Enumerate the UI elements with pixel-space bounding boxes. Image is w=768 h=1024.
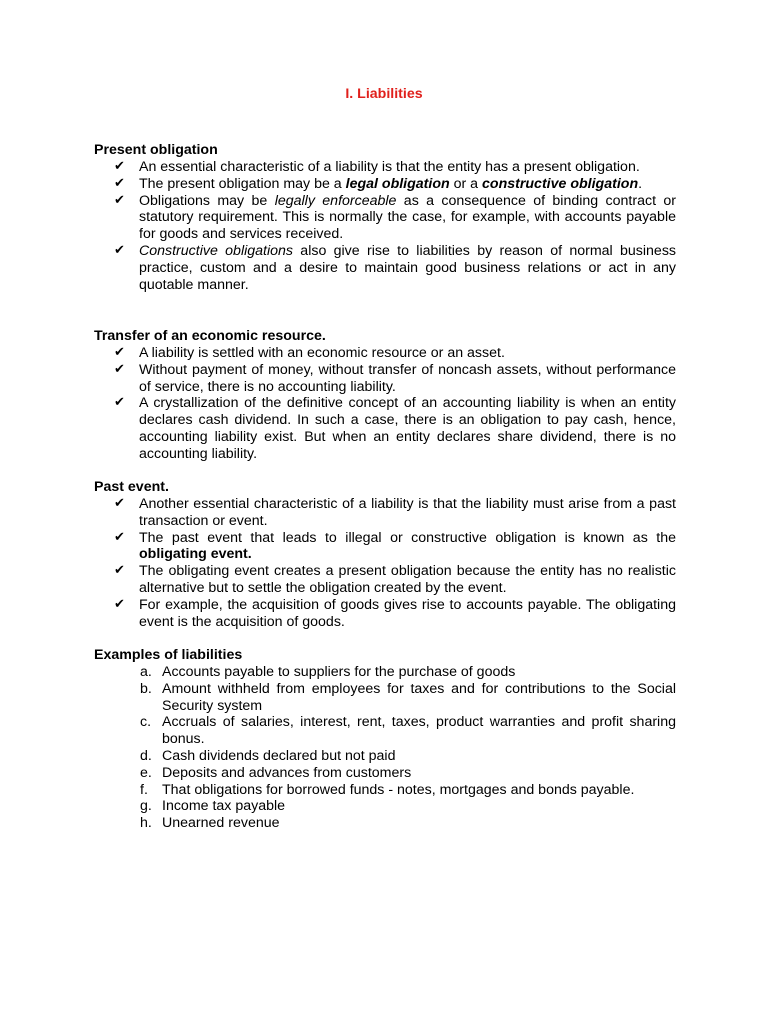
item-text: The past event that leads to illegal or constructive obligation is known as the [139,529,676,546]
list-item [94,714,676,748]
list-item [94,782,676,799]
checkmark-icon: ✔ [114,496,125,511]
item-text: or a [449,175,483,192]
checkmark-icon: ✔ [114,395,125,411]
checklist [94,345,676,463]
list-item [94,345,676,362]
item-text: Cash dividends declared but not paid [162,747,396,764]
item-text: also give rise to liabilities by reason of normal business practice, custom and a desire to maintain good business relations or act in any quotable manner. [139,242,677,293]
list-letter: a. [140,664,152,680]
list-item [94,395,676,462]
list-letter: b. [140,680,152,697]
list-item [94,496,676,530]
item-text: Amount withheld from employees for taxes and for contributions to the Social Security system [162,680,676,714]
section-past-event [94,479,676,630]
examples-list [94,664,676,832]
checkmark-icon: ✔ [114,361,125,377]
list-letter: e. [140,764,152,781]
item-text: That obligations for borrowed funds - notes, mortgages and bonds payable. [162,781,635,798]
item-text: The obligating event creates a present obligation because the entity has no realistic alternative but to settle the obligation created by the event. [139,563,676,596]
list-item [94,597,676,631]
item-text: Without payment of money, without transfer of noncash assets, without performance of service, there is no accounting liability. [139,361,676,395]
checkmark-icon: ✔ [114,596,125,612]
section-examples-of-liabilities [94,647,676,832]
list-item [94,176,676,193]
emphasis-text: Constructive obligations [139,242,293,259]
item-text: A liability is settled with an economic resource or an asset. [139,345,505,361]
item-text: The present obligation may be a [139,175,346,192]
item-text: An essential characteristic of a liability is that the entity has a present obligation. [139,159,640,175]
list-item [94,362,676,396]
item-text: as a consequence of binding contract or statutory requirement. This is normally the case, for example, with accounts payable for goods and services received. [139,192,677,243]
list-item [94,798,676,815]
item-text: Deposits and advances from customers [162,764,412,781]
checkmark-icon: ✔ [114,529,125,545]
section-present-obligation [94,142,676,293]
checkmark-icon: ✔ [114,175,125,191]
list-letter: c. [140,714,152,731]
checkmark-icon: ✔ [114,192,125,208]
list-item [94,664,676,681]
list-letter: f. [140,781,148,798]
emphasis-text: constructive obligation [482,175,639,192]
section-heading: Examples of liabilities [94,647,243,663]
emphasis-text: legally enforceable [274,192,397,209]
list-item [94,815,676,832]
checklist [94,496,676,630]
item-text: Unearned revenue [162,815,280,832]
list-item [94,243,676,293]
checkmark-icon: ✔ [114,563,125,579]
item-text: A crystallization of the definitive concept of an accounting liability is when an entity declares cash dividend. In such a case, there is an obligation to pay cash, hence, accounting liability exist. But when an entity declares share dividend, there is no accounting liability. [139,395,676,462]
item-text: Another essential characteristic of a liability is that the liability must arise from a past transaction or event. [139,496,676,529]
item-text: Accruals of salaries, interest, rent, taxes, product warranties and profit sharing bonus. [162,714,676,748]
checklist [94,159,676,293]
list-letter: d. [140,747,152,764]
list-letter: h. [140,815,152,832]
checkmark-icon: ✔ [114,345,125,360]
section-heading: Past event. [94,479,169,495]
emphasis-text: legal obligation [345,175,450,192]
section-heading: Present obligation [94,142,218,158]
emphasis-text: obligating event. [139,546,252,563]
section-heading: Transfer of an economic resource. [94,328,326,344]
item-text: Obligations may be [139,192,275,209]
item-text: Income tax payable [162,798,286,815]
item-text: For example, the acquisition of goods gives rise to accounts payable. The obligating event is the acquisition of goods. [139,596,676,630]
page-title: I. Liabilities [345,86,423,102]
list-item [94,193,676,243]
checkmark-icon: ✔ [114,242,125,258]
list-item [94,765,676,782]
section-transfer-economic-resource [94,328,676,463]
list-letter: g. [140,798,152,815]
list-item [94,159,676,176]
list-item [94,681,676,715]
list-item [94,748,676,765]
item-text: Accounts payable to suppliers for the purchase of goods [162,664,516,680]
checkmark-icon: ✔ [114,159,125,174]
list-item [94,530,676,564]
item-text: . [638,175,643,192]
list-item [94,563,676,597]
